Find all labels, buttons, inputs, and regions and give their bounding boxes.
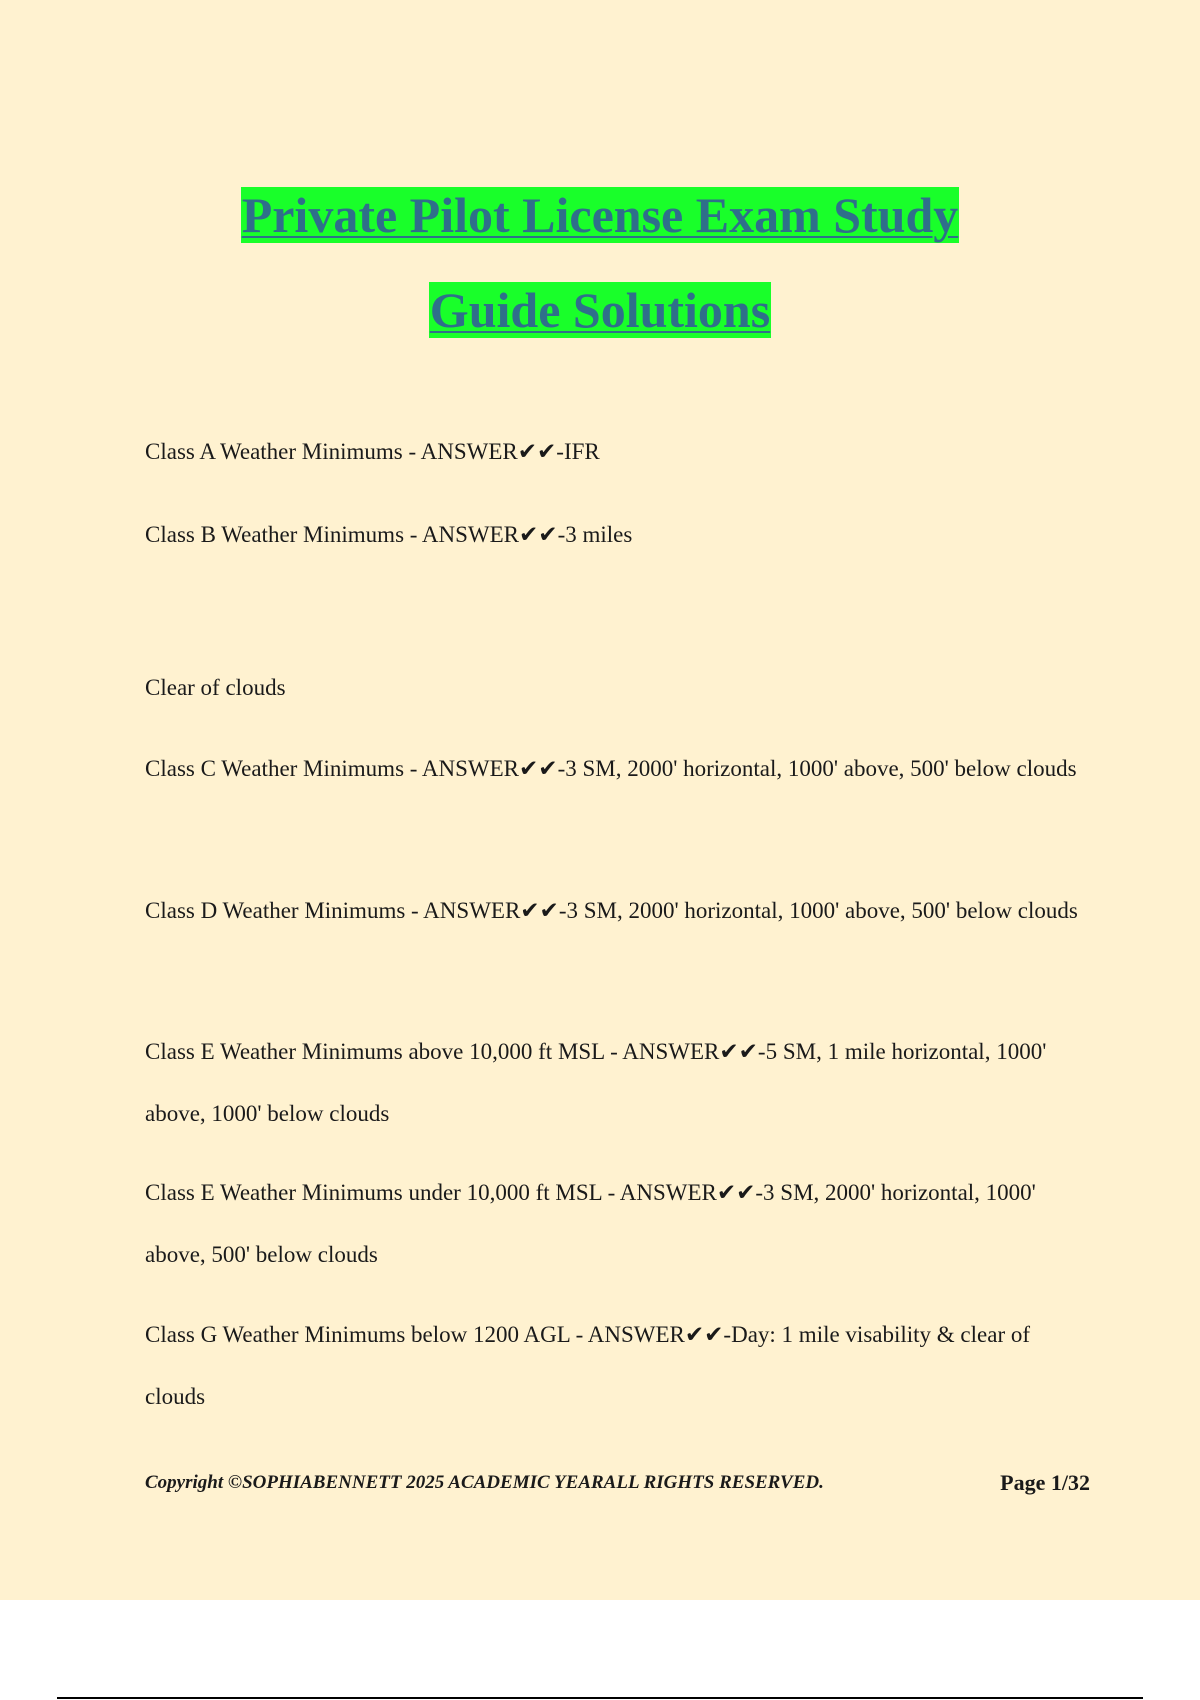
title-line-1: Private Pilot License Exam Study	[241, 187, 959, 243]
qa-entry-class-g: Class G Weather Minimums below 1200 AGL - ANSWER✔✔-Day: 1 mile visability & clear of clouds	[145, 1322, 1031, 1409]
qa-entry-class-b: Class B Weather Minimums - ANSWER✔✔-3 miles	[145, 522, 633, 547]
qa-entry-clear-of-clouds: Clear of clouds	[145, 675, 286, 700]
copyright-notice: Copyright ©SOPHIABENNETT 2025 ACADEMIC YEARALL RIGHTS RESERVED.	[145, 1472, 824, 1493]
document-title	[0, 168, 1200, 358]
bottom-divider	[57, 1697, 1143, 1699]
qa-entry-class-c: Class C Weather Minimums - ANSWER✔✔-3 SM, 2000' horizontal, 1000' above, 500' below clouds	[145, 756, 1077, 781]
qa-entry-class-d: Class D Weather Minimums - ANSWER✔✔-3 SM, 2000' horizontal, 1000' above, 500' below clouds	[145, 898, 1078, 923]
title-line-2: Guide Solutions	[429, 282, 771, 338]
qa-entry-class-e-above: Class E Weather Minimums above 10,000 ft MSL - ANSWER✔✔-5 SM, 1 mile horizontal, 1000' above, 1000' below clouds	[145, 1039, 1047, 1126]
qa-entry-class-e-under: Class E Weather Minimums under 10,000 ft MSL - ANSWER✔✔-3 SM, 2000' horizontal, 1000' above, 500' below clouds	[145, 1180, 1036, 1267]
qa-entry-class-a: Class A Weather Minimums - ANSWER✔✔-IFR	[145, 439, 600, 464]
page-number: Page 1/32	[1000, 1470, 1090, 1495]
